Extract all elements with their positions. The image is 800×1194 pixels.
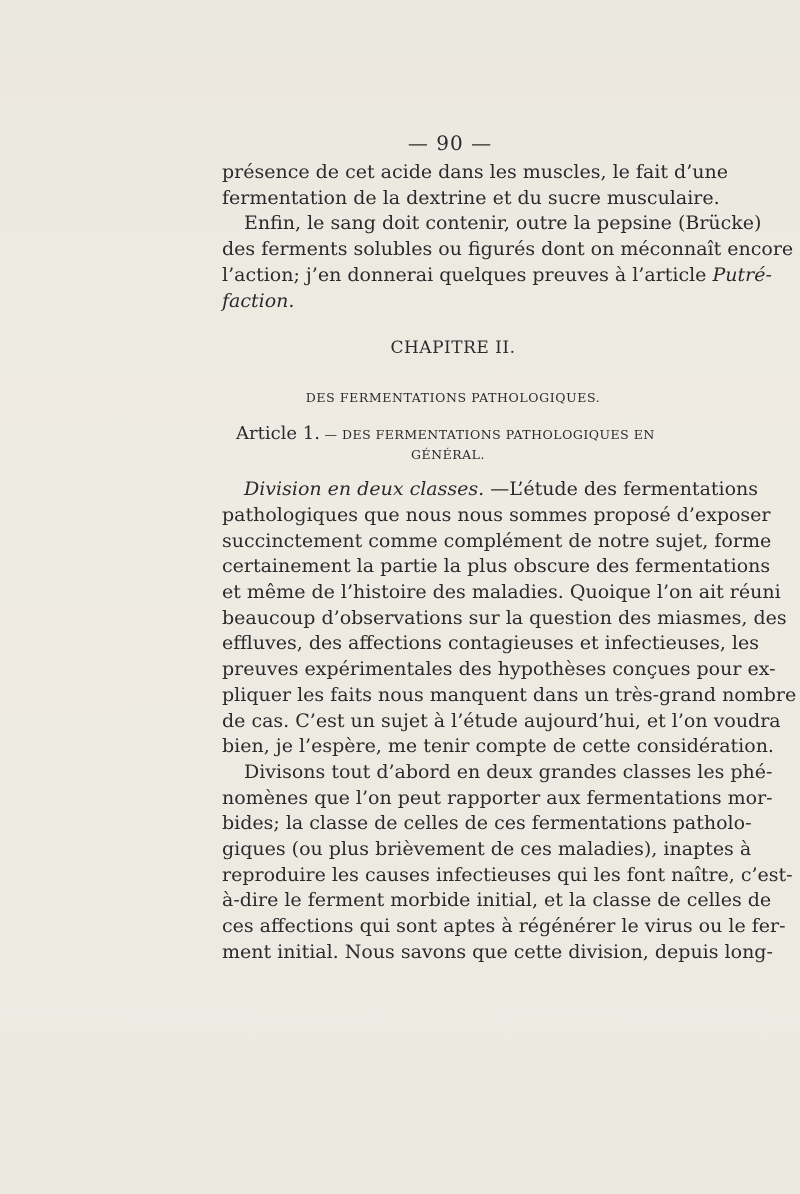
italic-word: Putré- xyxy=(712,263,772,286)
text-line: de cas. C’est un sujet à l’étude aujourd’hui, et l’on voudra xyxy=(222,709,781,732)
text-segment: —L’étude des fermentations xyxy=(490,478,759,501)
article-heading xyxy=(222,424,674,465)
text-line: fermentation de la dextrine et du sucre musculaire. xyxy=(222,186,720,209)
article-label: Article 1. xyxy=(236,423,320,445)
text-line: bien, je l’espère, me tenir compte de cette considération. xyxy=(222,735,774,758)
text-block xyxy=(222,128,797,966)
text-line: ment initial. Nous savons que cette division, depuis long- xyxy=(222,940,773,963)
text-line: beaucoup d’observations sur la question des miasmes, des xyxy=(222,606,787,629)
chapter-title: CHAPITRE II. xyxy=(390,338,516,359)
text-line: pathologiques que nous nous sommes proposé d’exposer xyxy=(222,503,771,526)
text-line: Divisons tout d’abord en deux grandes classes les phé- xyxy=(244,760,773,783)
section-title: DES FERMENTATIONS PATHOLOGIQUES. xyxy=(305,390,601,406)
text-line: bides; la classe de celles de ces fermentations patholo- xyxy=(222,812,752,835)
text-line: et même de l’histoire des maladies. Quoique l’on ait réuni xyxy=(222,581,781,604)
text-line-with-italic xyxy=(222,477,759,503)
paragraph-intro xyxy=(222,160,728,211)
text-line: pliquer les faits nous manquent dans un très-grand nombre xyxy=(222,683,797,706)
text-line: à-dire le ferment morbide initial, et la classe de celles de xyxy=(222,889,772,912)
text-line: succinctement comme complément de notre sujet, forme xyxy=(222,529,772,552)
text-line: présence de cet acide dans les muscles, le fait d’une xyxy=(222,161,728,183)
article-title-line1: — DES FERMENTATIONS PATHOLOGIQUES EN xyxy=(324,427,655,443)
text-line: reproduire les causes infectieuses qui les font naître, c’est- xyxy=(222,863,793,886)
text-line: Enfin, le sang doit contenir, outre la pepsine (Brücke) xyxy=(244,212,762,235)
italic-heading: Division en deux classes. xyxy=(244,478,485,501)
paragraph-division xyxy=(222,477,797,760)
page-number: — 90 — xyxy=(407,131,493,155)
text-line: des ferments solubles ou figurés dont on méconnaît encore xyxy=(222,238,794,261)
italic-word: faction. xyxy=(222,289,295,312)
text-line: certainement la partie la plus obscure des fermentations xyxy=(222,555,771,578)
text-line: ces affections qui sont aptes à régénérer le virus ou le fer- xyxy=(222,915,786,938)
text-line-with-italic xyxy=(222,263,772,289)
text-segment: l’action; j’en donnerai quelques preuves à l’article xyxy=(222,263,707,286)
text-line: giques (ou plus brièvement de ces maladies), inaptes à xyxy=(222,838,752,861)
paragraph-enfin xyxy=(222,211,794,314)
text-line: effluves, des affections contagieuses et infectieuses, les xyxy=(222,632,759,655)
article-title-line2: GÉNÉRAL. xyxy=(411,447,485,463)
paragraph-divisons xyxy=(222,760,793,966)
text-line: nomènes que l’on peut rapporter aux fermentations mor- xyxy=(222,786,773,809)
text-line: preuves expérimentales des hypothèses conçues pour ex- xyxy=(222,658,776,681)
